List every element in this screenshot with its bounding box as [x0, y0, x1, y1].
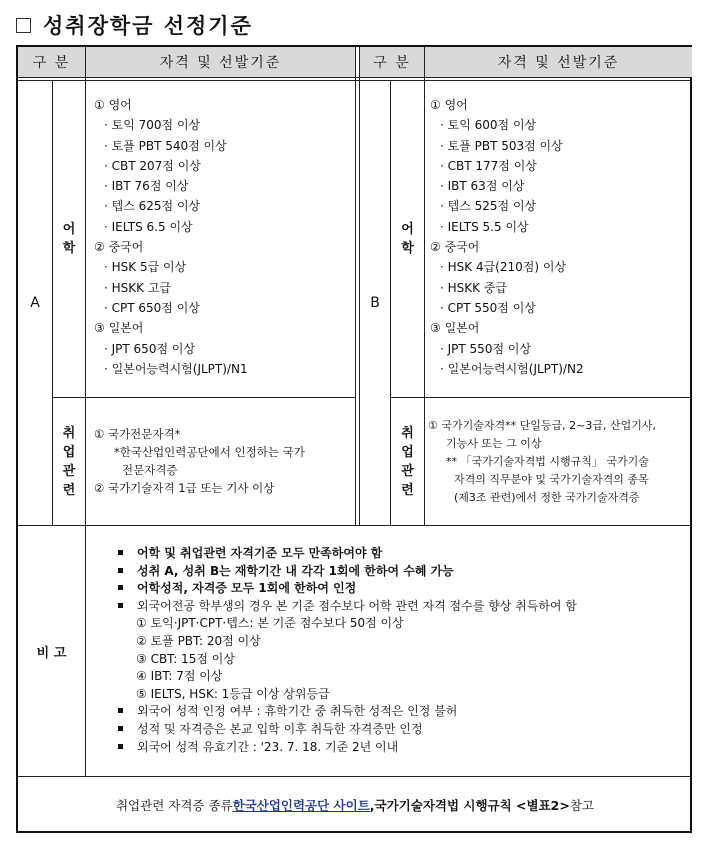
footer-suffix: 참고 [569, 798, 595, 813]
remark-item [118, 563, 688, 581]
grade-a-job-label [53, 398, 85, 525]
a-lang-line: ③ 일본어 [94, 321, 144, 336]
b-lang-line: · CBT 177점 이상 [440, 158, 537, 173]
remark-sub-item: ⑤ IELTS, HSK: 1등급 이상 상위등급 [136, 686, 330, 701]
checkbox-square-icon [16, 18, 31, 33]
bullet-square-icon [118, 708, 123, 713]
a-lang-line: · IELTS 6.5 이상 [104, 219, 193, 234]
a-lang-line: · HSK 5급 이상 [104, 260, 187, 275]
criteria-table [16, 45, 692, 833]
b-lang-line: ① 영어 [430, 98, 468, 112]
grade-a-language-criteria [94, 95, 352, 379]
bullet-square-icon [118, 726, 123, 731]
grade-b-language-label [391, 81, 424, 397]
a-lang-line: · 텝스 625점 이상 [104, 199, 201, 214]
footer-comma: , [369, 797, 375, 813]
page-title-text: 성취장학금 선정기준 [43, 14, 253, 38]
remark-item [118, 545, 688, 563]
b-lang-line: ③ 일본어 [430, 321, 480, 336]
a-lang-line: · 토플 PBT 540점 이상 [104, 138, 227, 153]
b-lang-line: · CPT 550점 이상 [440, 300, 536, 315]
b-lang-line: · 토익 600점 이상 [440, 118, 537, 133]
remark-text: 외국어전공 학부생의 경우 본 기준 점수보다 어학 관련 자격 점수를 향상 취득하여 함 [137, 598, 577, 613]
remark-text: 어학 및 취업관련 자격기준 모두 만족하여야 함 [137, 546, 383, 560]
b-job-line: 기능사 또는 그 이상 [446, 437, 542, 450]
remark-sub-item: ① 토익·JPT·CPT·텝스: 본 기준 점수보다 50점 이상 [136, 616, 404, 631]
bullet-square-icon [118, 585, 123, 590]
a-lang-line: ② 중국어 [94, 240, 144, 255]
footer-prefix: 취업관련 자격증 종류 [115, 798, 233, 813]
b-job-line: ① 국가기술자격** 단일등급, 2~3급, 산업기사, [428, 419, 656, 432]
header-category-b: 구 분 [360, 47, 424, 77]
grade-b-job-label-text: 취 업 관 련 [401, 425, 414, 498]
remark-item [118, 703, 688, 721]
b-lang-line: ② 중국어 [430, 240, 480, 255]
a-lang-line: · JPT 650점 이상 [104, 341, 196, 356]
bullet-square-icon [118, 568, 123, 573]
remarks-label-text: 비 고 [36, 645, 67, 661]
remark-sub-item: ② 토플 PBT: 20점 이상 [136, 633, 261, 648]
remark-text: 성취 A, 성취 B는 재학기간 내 각각 1회에 한하여 수혜 가능 [137, 563, 454, 578]
remark-sub-item: ③ CBT: 15점 이상 [136, 651, 235, 666]
header-criteria-b: 자격 및 선발기준 [425, 47, 692, 77]
remark-item [118, 580, 688, 598]
a-lang-line: · HSKK 고급 [104, 280, 172, 295]
b-lang-line: · 일본어능력시험(JLPT)/N2 [440, 361, 584, 376]
footer-note [18, 777, 692, 833]
remark-text: 외국어 성적 인정 여부 : 휴학기간 중 취득한 성적은 인정 불허 [137, 704, 458, 719]
b-job-line: ** 「국가기술자격법 시행규칙」 국가기술 [446, 455, 649, 468]
b-job-line: 자격의 직무분야 및 국가기술자격의 종목 [454, 473, 649, 486]
grade-b-language-label-text: 어 학 [401, 222, 414, 256]
footer-law-reference: 국가기술자격법 시행규칙 <별표2> [374, 798, 570, 813]
a-job-line: 전문자격증 [122, 463, 178, 477]
a-lang-line: · CPT 650점 이상 [104, 300, 200, 315]
a-lang-line: ① 영어 [94, 98, 132, 112]
grade-b-job-label [391, 398, 424, 525]
header-criteria-a: 자격 및 선발기준 [86, 47, 355, 77]
a-job-line: *한국산업인력공단에서 인정하는 국가 [114, 445, 305, 459]
b-lang-line: · 토플 PBT 503점 이상 [440, 138, 563, 153]
a-lang-line: · IBT 76점 이상 [104, 179, 189, 194]
remark-text: 어학성적, 자격증 모두 1회에 한하여 인정 [137, 581, 357, 596]
b-lang-line: · HSKK 중급 [440, 280, 508, 295]
remark-item [118, 721, 688, 739]
b-lang-line: · IBT 63점 이상 [440, 179, 525, 194]
grade-a-letter: A [30, 295, 40, 311]
header-category-a: 구 분 [18, 47, 85, 77]
remark-item [118, 598, 688, 616]
bullet-square-icon [118, 744, 123, 749]
grade-b-job-criteria [428, 417, 690, 507]
b-job-line: (제3조 관련)에서 정한 국가기술자격증 [454, 491, 640, 504]
hrdk-site-link[interactable]: 한국산업인력공단 사이트 [232, 798, 370, 813]
remark-text: 성적 및 자격증은 본교 입학 이후 취득한 자격증만 인정 [137, 721, 423, 736]
remarks-content [118, 545, 688, 756]
grade-b-language-criteria [430, 95, 688, 379]
grade-a-label [18, 81, 52, 525]
remark-text: 외국어 성적 유효기간 : '23. 7. 18. 기준 2년 이내 [137, 739, 399, 754]
page-title [16, 10, 253, 40]
grade-b-letter: B [370, 295, 380, 311]
a-lang-line: · CBT 207점 이상 [104, 158, 201, 173]
b-lang-line: · JPT 550점 이상 [440, 341, 532, 356]
grade-a-job-label-text: 취 업 관 련 [62, 425, 76, 498]
remark-item [118, 739, 688, 757]
bullet-square-icon [118, 550, 123, 555]
b-lang-line: · HSK 4급(210점) 이상 [440, 260, 567, 275]
remark-sub-item: ④ IBT: 7점 이상 [136, 669, 223, 684]
a-job-line: ② 국가기술자격 1급 또는 기사 이상 [94, 481, 275, 495]
b-lang-line: · IELTS 5.5 이상 [440, 219, 529, 234]
a-lang-line: · 일본어능력시험(JLPT)/N1 [104, 361, 248, 376]
grade-a-job-criteria [94, 425, 352, 497]
a-lang-line: · 토익 700점 이상 [104, 118, 201, 133]
a-job-line: ① 국가전문자격* [94, 427, 181, 441]
bullet-square-icon [118, 603, 123, 608]
grade-a-language-label-text: 어 학 [62, 222, 76, 256]
remarks-label [18, 526, 85, 776]
grade-a-language-label [53, 81, 85, 397]
grade-b-label [360, 81, 390, 525]
b-lang-line: · 텝스 525점 이상 [440, 199, 537, 214]
